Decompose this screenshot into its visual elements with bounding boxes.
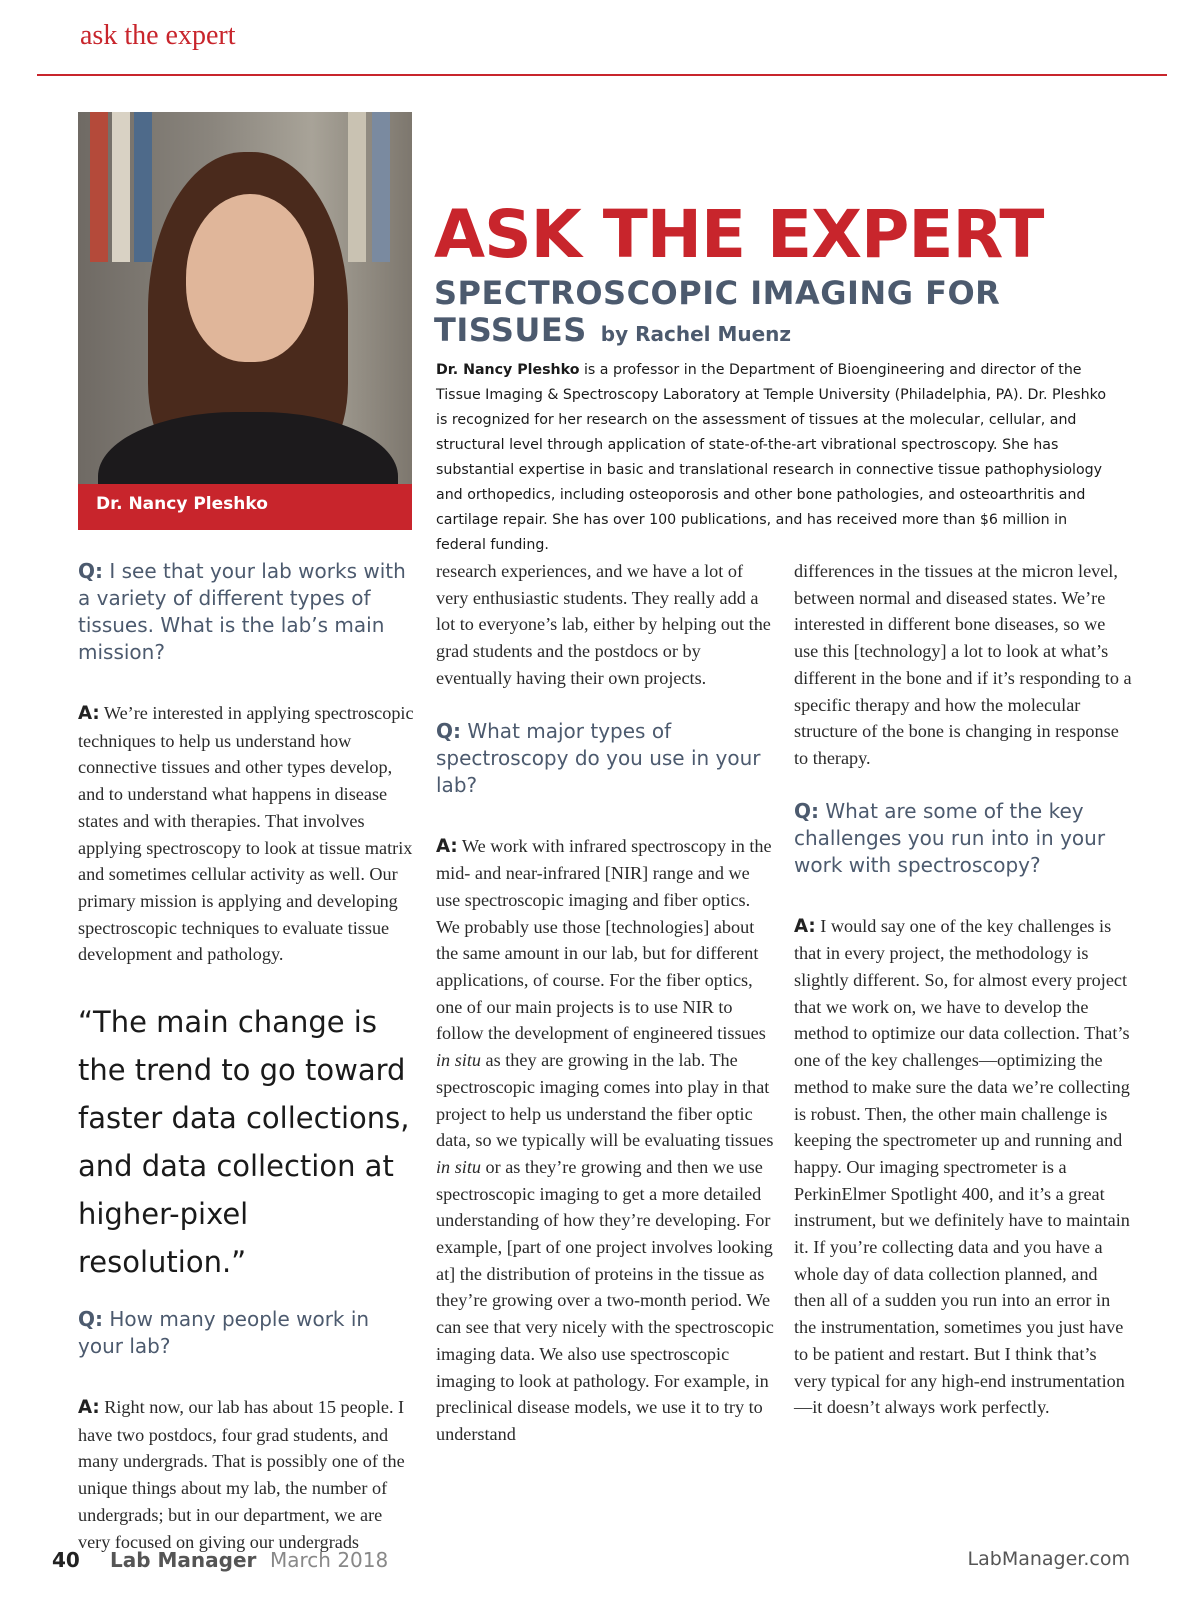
question-2	[78, 1306, 416, 1360]
byline: by Rachel Muenz	[600, 322, 792, 346]
article-title: ASK THE EXPERT	[434, 196, 1044, 273]
section-label: ask the expert	[80, 20, 236, 51]
subtitle-text: SPECTROSCOPIC IMAGING FOR TISSUES	[434, 274, 1001, 349]
answer-3-text: as they are growing in the lab. The spectroscopic imaging comes into play in that project to help us understand the fiber optic data, so we typically will be evaluating tissues	[436, 1050, 774, 1151]
q-marker: Q:	[436, 718, 461, 743]
book-spine	[90, 112, 108, 262]
intro-text: is a professor in the Department of Bioengineering and director of the Tissue Imaging & Spectroscopy Laboratory at Temple University (Philadelphia, PA). Dr. Pleshko is recognized for her research on the assessment of tissues at the molecular, cellular, and structural level through application of state-of-the-art vibrational spectroscopy. She has substantial expertise in basic and translational research in connective tissue pathophysiology and orthopedics, including osteoporosis and other bone pathologies, and osteoarthritis and cartilage repair. She has over 100 publications, and has received more than $6 million in federal funding.	[436, 362, 1106, 553]
intro-name: Dr. Nancy Pleshko	[436, 362, 580, 378]
spacer	[78, 1360, 416, 1394]
italic-term: in situ	[436, 1156, 481, 1177]
page-number: 40	[52, 1548, 80, 1572]
book-spine	[348, 112, 366, 262]
q-marker: Q:	[794, 798, 819, 823]
answer-2-continued: research experiences, and we have a lot of very enthusiastic students. They really add a lot to everyone’s lab, either by helping out the grad students and the postdocs or by eventually having their own projects.	[436, 561, 771, 688]
answer-1-text: We’re interested in applying spectroscopic techniques to help us understand how connective tissues and other types develop, and to understand what happens in disease states and with therapies. That involves applying spectroscopy to look at tissue matrix and sometimes cellular activity as well. Our primary mission is applying and developing spectroscopic techniques to evaluate tissue development and pathology.	[78, 703, 414, 965]
question-1	[78, 558, 416, 666]
a-marker: A:	[436, 835, 458, 857]
book-spine	[134, 112, 152, 262]
intro-paragraph	[436, 358, 1106, 558]
a-marker: A:	[78, 1397, 100, 1419]
spacer	[436, 799, 774, 833]
spacer	[78, 1286, 416, 1306]
question-4-text: What are some of the key challenges you run into in your work with spectroscopy?	[794, 798, 1106, 877]
spacer	[78, 666, 416, 700]
portrait-face	[186, 194, 314, 362]
answer-4	[794, 913, 1132, 1421]
magazine-name: Lab Manager	[110, 1548, 257, 1572]
question-1-text: I see that your lab works with a variety of different types of tissues. What is the lab’s main mission?	[78, 559, 406, 664]
pull-quote: “The main change is the trend to go toward faster data collections, and data collection at higher-pixel resolution.”	[78, 1005, 410, 1280]
italic-term: in situ	[436, 1050, 481, 1071]
spacer	[436, 692, 774, 718]
question-4	[794, 798, 1132, 879]
question-2-text: How many people work in your lab?	[78, 1307, 370, 1359]
answer-3-continued: differences in the tissues at the micron level, between normal and diseased states. We’re interested in different bone diseases, so we use this [technology] a lot to look at what’s different in the bone and if it’s responding to a specific therapy and how the molecular structure of the bone is changing in response to therapy.	[794, 561, 1132, 768]
answer-2	[78, 1394, 416, 1555]
book-spine	[372, 112, 390, 262]
spacer	[794, 772, 1132, 798]
column-3	[794, 558, 1132, 1421]
answer-3	[436, 833, 774, 1448]
answer-1	[78, 700, 416, 968]
answer-4-text: I would say one of the key challenges is that in every project, the methodology is slightly different. So, for almost every project that we work on, we have to develop the method to optimize our data collection. That’s one of the key challenges—optimizing the method to make sure the data we’re collecting is robust. Then, the other main challenge is keeping the spectrometer up and running and happy. Our imaging spectrometer is a PerkinElmer Spotlight 400, and it’s a great instrument, but we definitely have to maintain it. If you’re collecting data and you have a whole day of data collection planned, and then all of a sudden you run into an error in the instrumentation, sometimes you just have to be patient and restart. But I think that’s very typical for any high-end instrumentation—it doesn’t always work perfectly.	[794, 915, 1130, 1418]
header-rule	[37, 74, 1167, 76]
photo-caption-bar	[78, 484, 412, 530]
issue-date: March 2018	[270, 1548, 389, 1572]
question-3	[436, 718, 774, 799]
portrait-photo	[78, 112, 412, 484]
answer-3-text: or as they’re growing and then we use spectroscopic imaging to get a more detailed understanding of how they’re developing. For example, [part of one project involves looking at] the distribution of proteins in the tissue as they’re growing over a two-month period. We can see that very nicely with the spectroscopic imaging data. We also use spectroscopic imaging to look at pathology. For example, in preclinical disease models, we use it to try to understand	[436, 1156, 774, 1444]
column-1	[78, 558, 416, 1555]
answer-3-text: We work with infrared spectroscopy in the mid- and near-infrared [NIR] range and we use spectroscopic imaging and fiber optics. We probably use those [technologies] about the same amount in our lab, but for different applications, of course. For the fiber optics, one of our main projects is to use NIR to follow the development of engineered tissues	[436, 835, 772, 1044]
a-marker: A:	[794, 915, 816, 937]
spacer	[78, 968, 416, 998]
book-spine	[112, 112, 130, 262]
spacer	[794, 879, 1132, 913]
portrait-body	[98, 412, 398, 484]
website-link[interactable]: LabManager.com	[967, 1548, 1130, 1570]
a-marker: A:	[78, 703, 100, 724]
q-marker: Q:	[78, 559, 103, 583]
photo-caption: Dr. Nancy Pleshko	[96, 494, 268, 514]
article-subtitle	[434, 275, 1054, 353]
column-2	[436, 558, 774, 1448]
q-marker: Q:	[78, 1307, 103, 1332]
answer-2-text: Right now, our lab has about 15 people. I have two postdocs, four grad students, and many undergrads. That is possibly one of the unique things about my lab, the number of undergrads; but in our department, we are very focused on giving our undergrads	[78, 1397, 405, 1552]
question-3-text: What major types of spectroscopy do you use in your lab?	[436, 718, 761, 797]
